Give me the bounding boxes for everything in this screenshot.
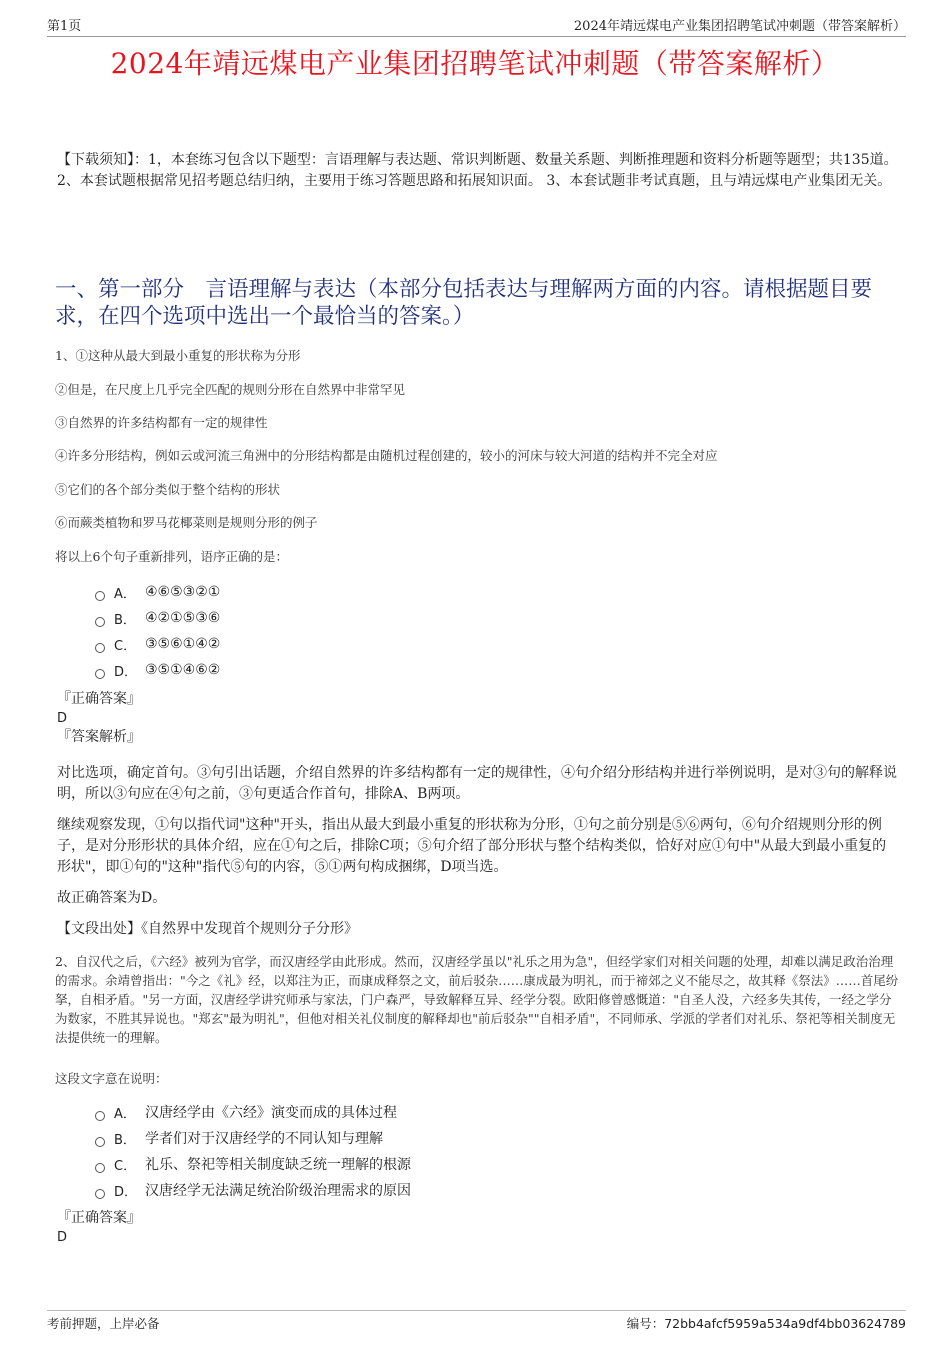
radio-icon[interactable] bbox=[95, 617, 105, 627]
q1-option-c[interactable] bbox=[95, 631, 220, 657]
answer-label: 『正确答案』 bbox=[57, 691, 141, 707]
radio-icon[interactable] bbox=[95, 591, 105, 601]
page-number: 第1页 bbox=[47, 19, 82, 34]
q2-option-a[interactable] bbox=[95, 1099, 411, 1125]
option-letter: B． bbox=[114, 1132, 136, 1148]
analysis-paragraph: 继续观察发现，①句以指代词"这种"开头，指出从最大到最小重复的形状称为分形，①句之前分别是⑤⑥两句，⑥句介绍规则分形的例子，是对分形形状的具体介绍，应在①句之后，排除C项；⑤句介绍了部分形状与整个结构类似，恰好对应①句中"从最大到最小重复的形状"，即①句的"这种"指代⑤句的内容，⑤①两句构成捆绑，D项当选。 bbox=[57, 817, 887, 875]
q1-option-a[interactable] bbox=[95, 579, 220, 605]
q1-line-3: ③自然界的许多结构都有一定的规律性 bbox=[55, 415, 268, 430]
source-citation: 【文段出处】《自然界中发现首个规则分子分形》 bbox=[57, 921, 358, 937]
option-letter: B． bbox=[114, 612, 136, 628]
q2-question: 这段文字意在说明： bbox=[55, 1071, 168, 1086]
document-title: 2024年靖远煤电产业集团招聘笔试冲刺题（带答案解析） bbox=[110, 47, 840, 80]
radio-icon[interactable] bbox=[95, 1163, 105, 1173]
q2-stem: 2、自汉代之后，《六经》被列为官学，而汉唐经学由此形成。然而，汉唐经学虽以"礼乐之用为急"，但经学家们对相关问题的处理，却难以满足政治治理的需求。余靖曾指出："今之《礼》经，以郑注为正，而康成释祭之文，前后驳杂……康成最为明礼，而于禘郊之义不能尽之，故其释《祭法》……首尾纷拏，自相矛盾。"另一方面，汉唐经学讲究师承与家法，门户森严，导致解释互异、经学分裂。欧阳修曾感慨道："自圣人没，六经多失其传，一经之学分为数家，不胜其异说也。"郑玄"最为明礼"，但他对相关礼仪制度的解释却也"前后驳杂""自相矛盾"，不同师承、学派的学者们对礼乐、祭祀等相关制度无法提供统一的理解。 bbox=[55, 954, 899, 1045]
page-header bbox=[47, 14, 906, 37]
code-label: 编号： bbox=[626, 1316, 665, 1331]
answer-value: D bbox=[57, 1230, 68, 1245]
document-code bbox=[627, 1314, 906, 1332]
option-text: 学者们对于汉唐经学的不同认知与理解 bbox=[145, 1131, 383, 1147]
option-letter: A． bbox=[114, 1106, 136, 1122]
option-text: 礼乐、祭祀等相关制度缺乏统一理解的根源 bbox=[145, 1157, 411, 1173]
answer-label: 『正确答案』 bbox=[57, 1210, 141, 1226]
q1-line-4: ④许多分形结构，例如云或河流三角洲中的分形结构都是由随机过程创建的，较小的河床与较大河道的结构并不完全对应 bbox=[55, 448, 718, 463]
section-title: 一、第一部分 言语理解与表达（本部分包括表达与理解两方面的内容。请根据题目要求，在四个选项中选出一个最恰当的答案。） bbox=[55, 277, 873, 329]
code-value: 72bb4afcf5959a534a9df4bb03624789 bbox=[664, 1316, 906, 1331]
q1-analysis bbox=[57, 763, 898, 950]
radio-icon[interactable] bbox=[95, 1111, 105, 1121]
q1-line-6: ⑥而蕨类植物和罗马花椰菜则是规则分形的例子 bbox=[55, 515, 318, 530]
q2-options bbox=[95, 1099, 411, 1203]
analysis-paragraph: 故正确答案为D。 bbox=[57, 890, 167, 906]
q2-option-b[interactable] bbox=[95, 1125, 411, 1151]
option-letter: C． bbox=[114, 638, 137, 654]
option-text: 汉唐经学由《六经》演变而成的具体过程 bbox=[145, 1105, 397, 1121]
q1-line-5: ⑤它们的各个部分类似于整个结构的形状 bbox=[55, 482, 281, 497]
option-text: ③⑤①④⑥② bbox=[145, 662, 221, 678]
option-letter: D． bbox=[114, 664, 138, 680]
option-letter: D． bbox=[114, 1184, 138, 1200]
q1-line-1: 1、①这种从最大到最小重复的形状称为分形 bbox=[55, 348, 301, 363]
page-footer bbox=[47, 1310, 906, 1332]
radio-icon[interactable] bbox=[95, 669, 105, 679]
q2-answer-block bbox=[57, 1209, 141, 1247]
q2-option-c[interactable] bbox=[95, 1151, 411, 1177]
q1-options bbox=[95, 579, 220, 683]
q1-line-2: ②但是，在尺度上几乎完全匹配的规则分形在自然界中非常罕见 bbox=[55, 382, 406, 397]
option-text: ④⑥⑤③②① bbox=[145, 584, 221, 600]
radio-icon[interactable] bbox=[95, 1137, 105, 1147]
answer-value: D bbox=[57, 711, 68, 726]
q1-answer-block bbox=[57, 690, 141, 747]
analysis-label: 『答案解析』 bbox=[57, 729, 141, 745]
analysis-paragraph: 对比选项，确定首句。③句引出话题，介绍自然界的许多结构都有一定的规律性，④句介绍分形结构并进行举例说明，是对③句的解释说明，所以③句应在④句之前，③句更适合作首句，排除A、B两项。 bbox=[57, 765, 897, 802]
option-text: 汉唐经学无法满足统治阶级治理需求的原因 bbox=[145, 1183, 411, 1199]
option-text: ③⑤⑥①④② bbox=[145, 636, 221, 652]
download-notice: 【下载须知】：1，本套练习包含以下题型：言语理解与表达题、常识判断题、数量关系题、判断推理题和资料分析题等题型；共135道。 2、本套试题根据常见招考题总结归纳，主要用于练习答题思路和拓展知识面。 3、本套试题非考试真题，且与靖远煤电产业集团无关。 bbox=[57, 152, 898, 189]
radio-icon[interactable] bbox=[95, 1189, 105, 1199]
q1-option-d[interactable] bbox=[95, 657, 220, 683]
footer-slogan: 考前押题，上岸必备 bbox=[47, 1316, 160, 1331]
option-letter: A． bbox=[114, 586, 136, 602]
q2-option-d[interactable] bbox=[95, 1177, 411, 1203]
q1-question: 将以上6个句子重新排列，语序正确的是： bbox=[55, 549, 288, 564]
option-text: ④②①⑤③⑥ bbox=[145, 610, 221, 626]
q1-option-b[interactable] bbox=[95, 605, 220, 631]
option-letter: C． bbox=[114, 1158, 137, 1174]
radio-icon[interactable] bbox=[95, 643, 105, 653]
header-doc-title: 2024年靖远煤电产业集团招聘笔试冲刺题（带答案解析） bbox=[573, 19, 906, 34]
